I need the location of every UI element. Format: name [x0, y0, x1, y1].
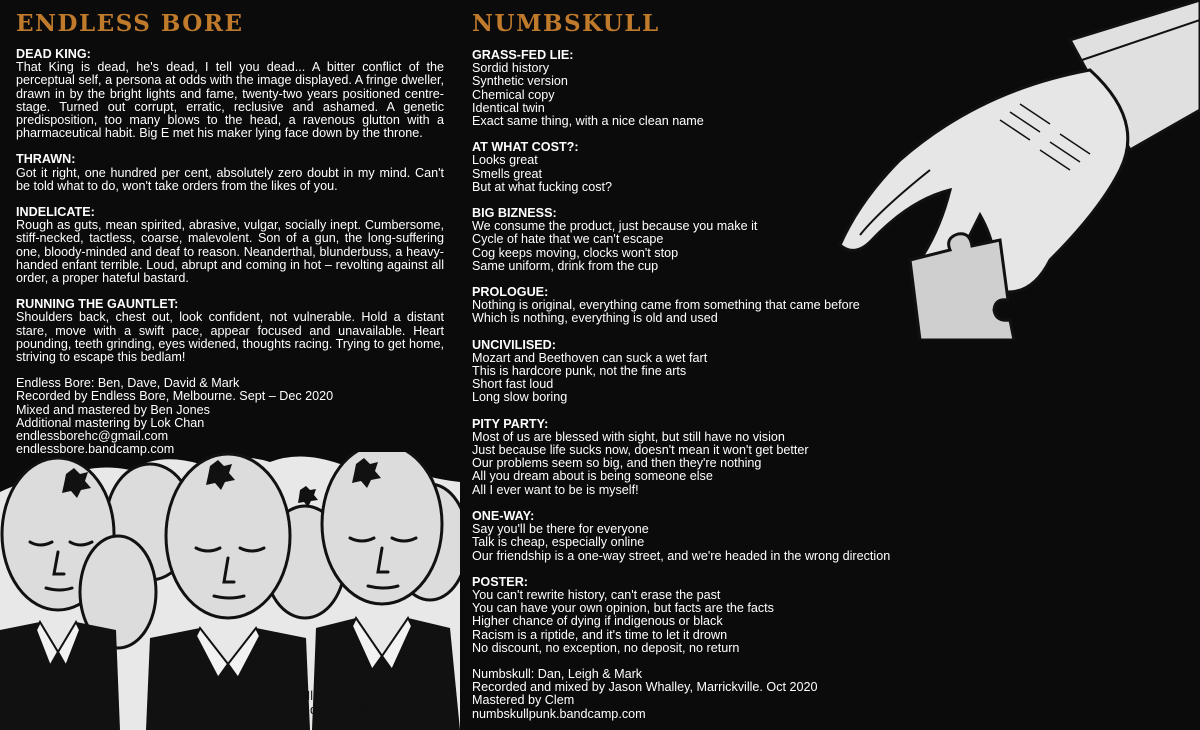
song-title: GRASS-FED LIE: — [472, 48, 574, 62]
song-lyrics: That King is dead, he's dead, I tell you dead... A bitter conflict of the perceptual self, a persona at odds with the image displayed. A fringe dweller, drawn in by the bright lights and fame, twenty-two years positioned centre-stage. Turned out corrupt, erratic, reclusive and ashamed. A genetic predisposition, too many blows to the head, a ravenous glutton with a pharmaceutical habit. Big E met his maker lying face down by the throne. — [16, 60, 444, 141]
song-lyrics: Rough as guts, mean spirited, abrasive, vulgar, socially inept. Cumbersome, stiff-necked, tactless, coarse, malevolent. Son of a gun, the long-suffering one, bloody-minded and deaf to reason. Neanderthal, blunderbuss, a heavy-handed enfant terrible. Loud, abrupt and coming in hot – revolting against all order, a proper hateful bastard. — [16, 218, 444, 286]
song-title: THRAWN: — [16, 152, 76, 167]
song-prologue — [472, 286, 912, 326]
lyric-line: Talk is cheap, especially online — [472, 535, 645, 550]
song-title: AT WHAT COST?: — [472, 140, 579, 155]
lyric-line: But at what fucking cost? — [472, 179, 613, 194]
lyric-line: All you dream about is being someone else — [472, 469, 713, 484]
lyric-line: Long slow boring — [472, 390, 568, 405]
lyric-line: Looks great — [472, 153, 538, 168]
numbskull-lyrics — [472, 49, 912, 721]
lyric-line: Which is nothing, everything is old and used — [472, 311, 718, 326]
lyric-line: We consume the product, just because you make it — [472, 219, 758, 234]
song-lyrics: Shoulders back, chest out, look confident, not vulnerable. Hold a distant stare, move with a swift pace, appear focused and unavailable. Heart pounding, teeth grinding, eyes widened, thoughts racing. Trying to get home, striving to escape this bedlam! — [16, 310, 444, 365]
song-indelicate — [16, 206, 444, 285]
credit-line: Recorded and mixed by Jason Whalley, Marrickville. Oct 2020 — [472, 680, 818, 695]
lyric-line: Identical twin — [472, 100, 545, 115]
song-big-bizness — [472, 207, 912, 273]
song-title: RUNNING THE GAUNTLET: — [16, 297, 179, 312]
numbskull-credits — [472, 668, 912, 721]
song-title: PROLOGUE: — [472, 285, 549, 300]
song-lyrics: Got it right, one hundred per cent, absolutely zero doubt in my mind. Can't be told what to do, won't take orders from the likes of you. — [16, 165, 444, 193]
song-grass-fed-lie — [472, 49, 912, 128]
lyric-line: No discount, no exception, no deposit, no return — [472, 640, 740, 655]
lyric-line: Higher chance of dying if indigenous or black — [472, 614, 723, 629]
credit-line: Recorded by Endless Bore, Melbourne. Sept – Dec 2020 — [16, 389, 334, 404]
lyric-line: Nothing is original, everything came from something that came before — [472, 298, 860, 313]
song-title: POSTER: — [472, 574, 528, 589]
lyric-line: Sordid history — [472, 61, 549, 76]
endless-bore-credits — [16, 377, 444, 456]
lyric-line: You can have your own opinion, but facts are the facts — [472, 601, 774, 616]
credit-line: Mixed and mastered by Ben Jones — [16, 402, 210, 417]
credit-url: numbskullpunk.bandcamp.com — [472, 706, 646, 721]
lyric-line: Our friendship is a one-way street, and we're headed in the wrong direction — [472, 548, 891, 563]
lyric-line: Exact same thing, with a nice clean name — [472, 114, 704, 129]
song-pity-party — [472, 418, 912, 497]
song-title: ONE-WAY: — [472, 508, 535, 523]
credit-line: Mastered by Clem — [472, 693, 575, 708]
song-title: PITY PARTY: — [472, 416, 549, 431]
song-at-what-cost — [472, 141, 912, 194]
illustration-credit-url: danthraxillustration.com — [310, 702, 443, 717]
lyric-line: Synthetic version — [472, 74, 568, 89]
song-uncivilised — [472, 339, 912, 405]
lyric-line: Cog keeps moving, clocks won't stop — [472, 245, 679, 260]
lyric-line: Same uniform, drink from the cup — [472, 258, 659, 273]
song-title: UNCIVILISED: — [472, 337, 556, 352]
song-title: INDELICATE: — [16, 205, 95, 220]
lyric-line: Short fast loud — [472, 377, 554, 392]
lyric-line: You can't rewrite history, can't erase the past — [472, 587, 721, 602]
lyric-line: Just because life sucks now, doesn't mean it won't get better — [472, 443, 809, 458]
illustration-credit — [307, 690, 443, 717]
song-one-way — [472, 510, 912, 563]
credit-email: endlessborehc@gmail.com — [16, 429, 169, 444]
band-title-endless-bore: ENDLESS BORE — [16, 10, 244, 37]
lyric-line: Racism is a riptide, and it's time to let it drown — [472, 627, 728, 642]
lyric-line: Mozart and Beethoven can suck a wet fart — [472, 350, 708, 365]
song-poster — [472, 576, 912, 655]
lyric-line: Say you'll be there for everyone — [472, 522, 649, 537]
endless-bore-lyrics — [16, 48, 444, 456]
song-dead-king — [16, 48, 444, 140]
lyric-line: This is hardcore punk, not the fine arts — [472, 364, 687, 379]
illustration-credit-line: Illustration by Dan Thrax — [306, 689, 443, 703]
song-title: BIG BIZNESS: — [472, 206, 557, 221]
song-thrawn — [16, 153, 444, 193]
lyric-line: Chemical copy — [472, 87, 555, 102]
lyric-line: All I ever want to be is myself! — [472, 482, 639, 497]
credit-line: Endless Bore: Ben, Dave, David & Mark — [16, 376, 240, 391]
lyric-line: Most of us are blessed with sight, but still have no vision — [472, 429, 785, 444]
lyric-line: Cycle of hate that we can't escape — [472, 232, 664, 247]
song-title: DEAD KING: — [16, 47, 91, 61]
lyric-line: Smells great — [472, 166, 542, 181]
credit-url: endlessbore.bandcamp.com — [16, 442, 175, 457]
credit-line: Numbskull: Dan, Leigh & Mark — [472, 666, 643, 681]
credit-line: Additional mastering by Lok Chan — [16, 415, 205, 430]
band-title-numbskull: NUMBSKULL — [472, 10, 660, 37]
lyric-line: Our problems seem so big, and then they're nothing — [472, 456, 762, 471]
song-running-the-gauntlet — [16, 298, 444, 364]
